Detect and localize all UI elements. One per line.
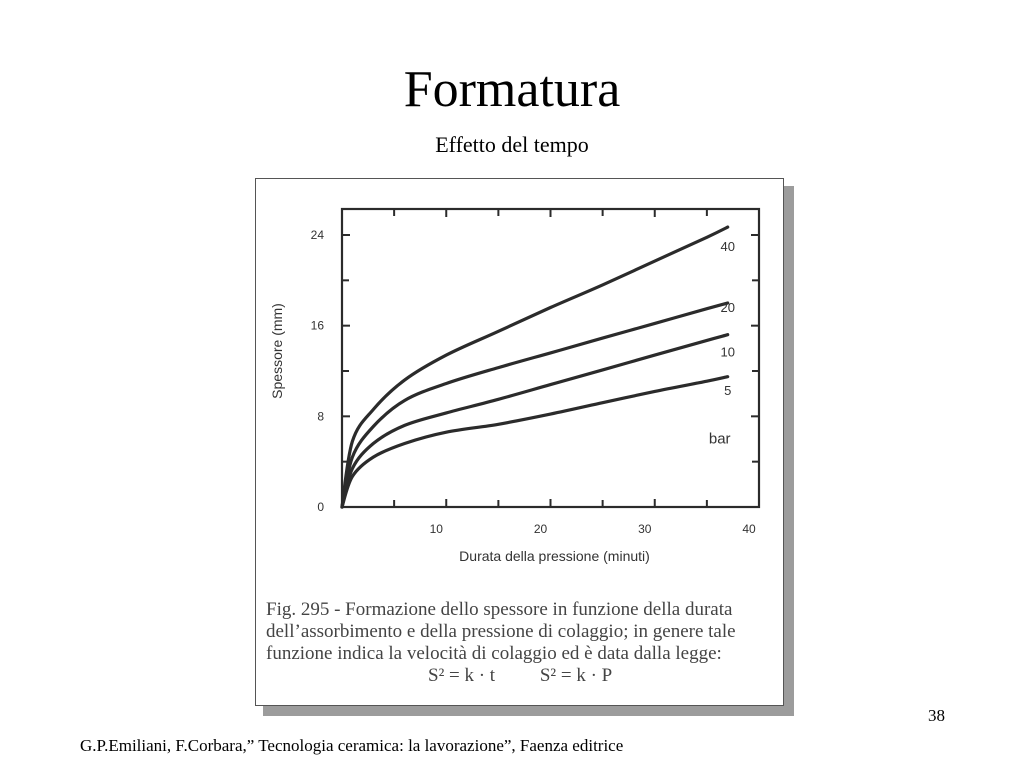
thickness-chart [256,179,783,589]
x-tick-label: 40 [742,522,756,536]
series-line-10-bar [342,335,728,507]
page-number: 38 [928,706,945,725]
figure-caption [266,599,776,687]
formula-row [266,665,776,687]
series-line-40-bar [342,227,728,507]
caption-line: Fig. 295 - Formazione dello spessore in funzione della durata [266,599,733,620]
x-tick-label: 10 [429,522,443,536]
y-axis-label: Spessore (mm) [269,303,285,399]
y-tick-label: 0 [317,500,324,514]
y-tick-label: 24 [310,228,324,242]
series-label: 20 [720,300,735,316]
citation: G.P.Emiliani, F.Corbara,” Tecnologia ceramica: la lavorazione”, Faenza editrice [80,736,624,755]
series-line-5-bar [342,377,728,507]
legend-title: bar [708,430,731,448]
slide-title: Formatura [403,61,621,118]
series-line-20-bar [342,303,728,507]
slide-subtitle: Effetto del tempo [435,132,589,157]
series-label: 40 [720,238,735,254]
series-label: 10 [720,344,735,360]
caption-line: dell’assorbimento e della pressione di colaggio; in genere tale [266,621,736,642]
y-tick-label: 16 [310,318,324,333]
plot-frame [342,209,759,507]
formula-time: S² = k · t [428,665,496,686]
x-tick-label: 20 [533,522,548,536]
caption-line: funzione indica la velocità di colaggio ed è data dalla legge: [266,643,722,664]
y-tick-label: 8 [317,409,324,424]
figure-panel [255,178,784,706]
formula-pressure: S² = k · P [539,665,613,686]
series-label: 5 [724,382,732,398]
x-tick-label: 30 [638,522,652,536]
x-axis-label: Durata della pressione (minuti) [459,548,650,564]
